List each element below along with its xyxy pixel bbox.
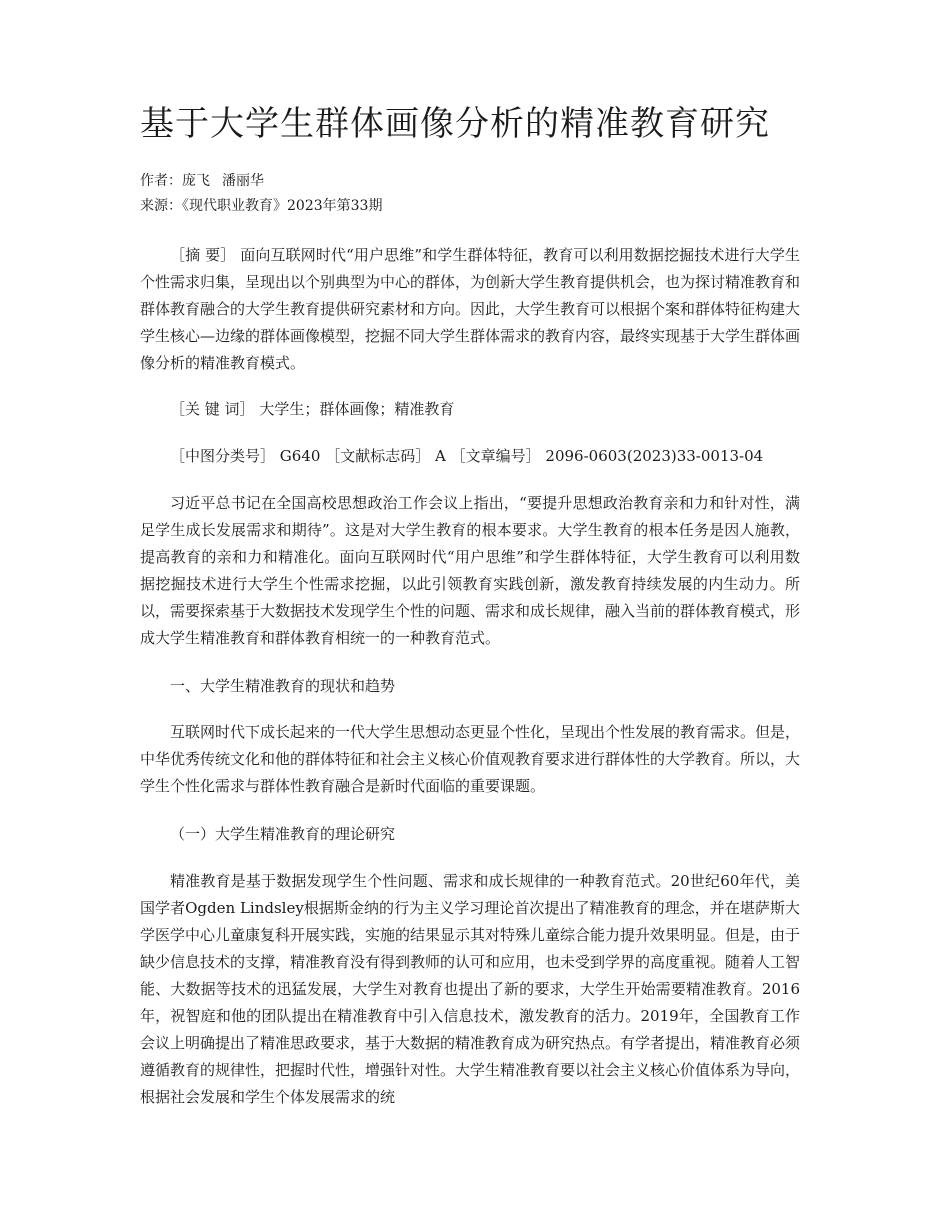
doc-code-value: A bbox=[435, 447, 446, 465]
abstract-label: ［摘 要］ bbox=[170, 246, 236, 264]
clc-label: ［中图分类号］ bbox=[170, 447, 276, 465]
article-number-label: ［文章编号］ bbox=[450, 447, 541, 465]
keywords-text: 大学生；群体画像；精准教育 bbox=[259, 400, 455, 418]
article-title: 基于大学生群体画像分析的精准教育研究 bbox=[140, 104, 770, 144]
author-line bbox=[140, 170, 264, 190]
source-label: 来源： bbox=[140, 198, 182, 214]
keywords-line bbox=[140, 396, 454, 423]
author-name: 潘丽华 bbox=[222, 173, 264, 189]
abstract-paragraph bbox=[140, 242, 800, 377]
section-heading: 一、大学生精准教育的现状和趋势 bbox=[170, 677, 396, 695]
article-number-value: 2096-0603(2023)33-0013-04 bbox=[545, 447, 764, 465]
subsection-paragraph: 精准教育是基于数据发现学生个性问题、需求和成长规律的一种教育范式。20世纪60年代，美国学者Ogden Lindsley根据斯金纳的行为主义学习理论首次提出了精准教育的理念，并在堪萨斯大学医学中心儿童康复科开展实践，实施的结果显示其对特殊儿童综合能力提升效果明显。但是，由于缺少信息技术的支撑，精准教育没有得到教师的认可和应用，也未受到学界的高度重视。随着人工智能、大数据等技术的迅猛发展，大学生对教育也提出了新的要求，大学生开始需要精准教育。2016年，祝智庭和他的团队提出在精准教育中引入信息技术，激发教育的活力。2019年，全国教育工作会议上明确提出了精准思政要求，基于大数据的精准教育成为研究热点。有学者提出，精准教育必须遵循教育的规律性，把握时代性，增强针对性。大学生精准教育要以社会主义核心价值体系为导向，根据社会发展和学生个体发展需求的统 bbox=[140, 872, 801, 1106]
subsection-heading: （一）大学生精准教育的理论研究 bbox=[170, 825, 396, 843]
author-label: 作者： bbox=[140, 173, 182, 189]
abstract-text: 面向互联网时代“用户思维”和学生群体特征，教育可以利用数据挖掘技术进行大学生个性需求归集，呈现出以个别典型为中心的群体，为创新大学生教育提供机会，也为探讨精准教育和群体教育融合的大学生教育提供研究素材和方向。因此，大学生教育可以根据个案和群体特征构建大学生核心—边缘的群体画像模型，挖掘不同大学生群体需求的教育内容，最终实现基于大学生群体画像分析的精准教育模式。 bbox=[140, 246, 801, 372]
section-paragraph: 互联网时代下成长起来的一代大学生思想动态更显个性化，呈现出个性发展的教育需求。但是，中华优秀传统文化和他的群体特征和社会主义核心价值观教育要求进行群体性的大学教育。所以，大学生个性化需求与群体性教育融合是新时代面临的重要课题。 bbox=[140, 723, 801, 795]
author-name: 庞飞 bbox=[182, 173, 210, 189]
classification-line bbox=[140, 443, 763, 470]
keywords-label: ［关 键 词］ bbox=[170, 400, 255, 418]
intro-paragraph: 习近平总书记在全国高校思想政治工作会议上指出，“要提升思想政治教育亲和力和针对性，满足学生成长发展需求和期待”。这是对大学生教育的根本要求。大学生教育的根本任务是因人施教，提高教育的亲和力和精准化。面向互联网时代“用户思维”和学生群体特征，大学生教育可以利用数据挖掘技术进行大学生个性需求挖掘，以此引领教育实践创新，激发教育持续发展的内生动力。所以，需要探索基于大数据技术发现学生个性的问题、需求和成长规律，融入当前的群体教育模式，形成大学生精准教育和群体教育相统一的一种教育范式。 bbox=[140, 494, 801, 647]
source-value: 《现代职业教育》2023年第33期 bbox=[182, 198, 383, 214]
source-line bbox=[140, 195, 382, 215]
doc-code-label: ［文献标志码］ bbox=[325, 447, 431, 465]
clc-value: G640 bbox=[279, 447, 321, 465]
